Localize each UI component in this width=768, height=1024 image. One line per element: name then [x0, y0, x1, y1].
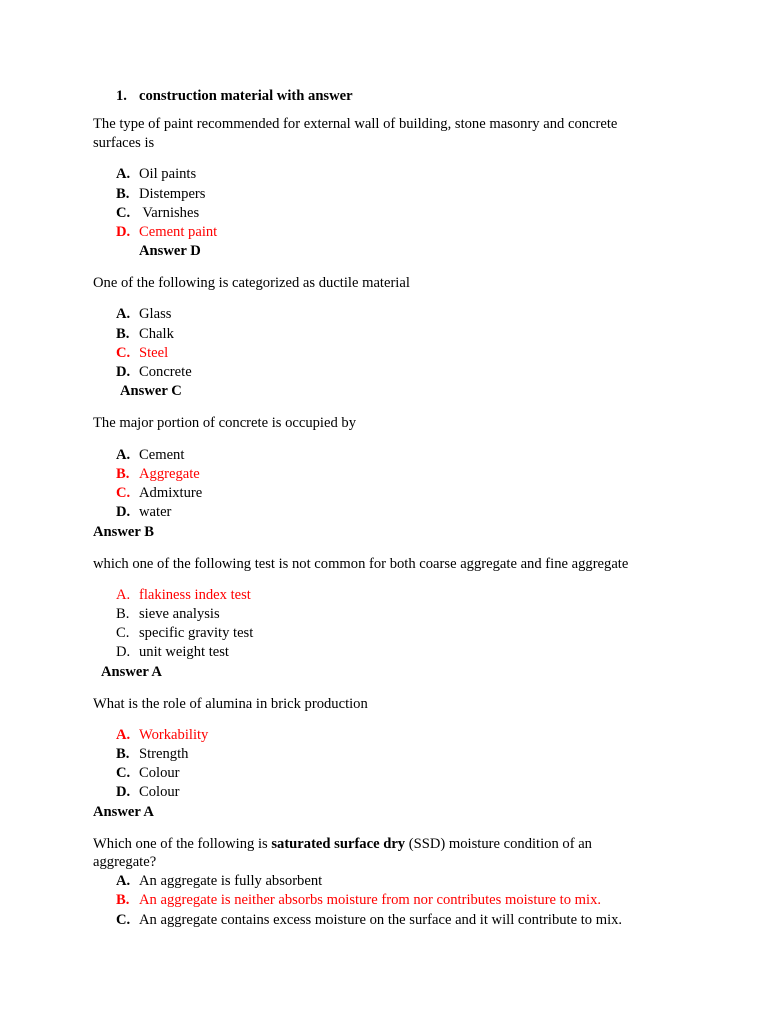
option-d: D. Concrete: [116, 364, 192, 380]
option-d-correct: D. Cement paint: [116, 224, 218, 240]
question-text-cont: aggregate?: [93, 854, 157, 870]
question-text: What is the role of alumina in brick production: [93, 696, 368, 712]
option-d: D. unit weight test: [116, 644, 229, 660]
heading-number: 1.: [116, 88, 127, 104]
question-text: which one of the following test is not common for both coarse aggregate and fine aggregate: [93, 556, 629, 572]
answer-label: Answer A: [101, 664, 162, 680]
option-a: A. Glass: [116, 306, 172, 322]
option-b-correct: B. An aggregate is neither absorbs moisture from nor contributes moisture to mix.: [116, 892, 602, 908]
heading-text: construction material with answer: [139, 88, 353, 104]
option-c: C. Colour: [116, 765, 180, 781]
question-text: The type of paint recommended for external wall of building, stone masonry and concrete: [93, 116, 618, 132]
option-b: B. Strength: [116, 746, 189, 762]
ssd-term: saturated surface dry: [271, 836, 406, 852]
option-c: C. specific gravity test: [116, 625, 254, 641]
option-b: B. Distempers: [116, 186, 206, 202]
option-a: A. An aggregate is fully absorbent: [116, 873, 323, 889]
option-d: D. water: [116, 504, 172, 520]
answer-label: Answer C: [120, 383, 182, 399]
option-a-correct: A. flakiness index test: [116, 587, 251, 603]
option-a-correct: A. Workability: [116, 727, 209, 743]
option-c: C. Varnishes: [116, 205, 200, 221]
option-a: A. Oil paints: [116, 166, 197, 182]
answer-label: Answer A: [93, 804, 154, 820]
option-b: B. Chalk: [116, 326, 174, 342]
question-text: Which one of the following is saturated surface dry (SSD) moisture condition of an: [93, 836, 592, 852]
option-a: A. Cement: [116, 447, 185, 463]
answer-label: Answer B: [93, 524, 154, 540]
answer-label: Answer D: [139, 243, 201, 259]
question-text-cont: surfaces is: [93, 135, 155, 151]
option-c: C. Admixture: [116, 485, 203, 501]
option-b: B. sieve analysis: [116, 606, 220, 622]
option-d: D. Colour: [116, 784, 180, 800]
option-b-correct: B. Aggregate: [116, 466, 200, 482]
section-heading: [116, 87, 353, 106]
option-c: C. An aggregate contains excess moisture on the surface and it will contribute to mix.: [116, 912, 623, 928]
option-c-correct: C. Steel: [116, 345, 169, 361]
question-text: The major portion of concrete is occupied by: [93, 415, 357, 431]
question-text: One of the following is categorized as ductile material: [93, 275, 410, 291]
